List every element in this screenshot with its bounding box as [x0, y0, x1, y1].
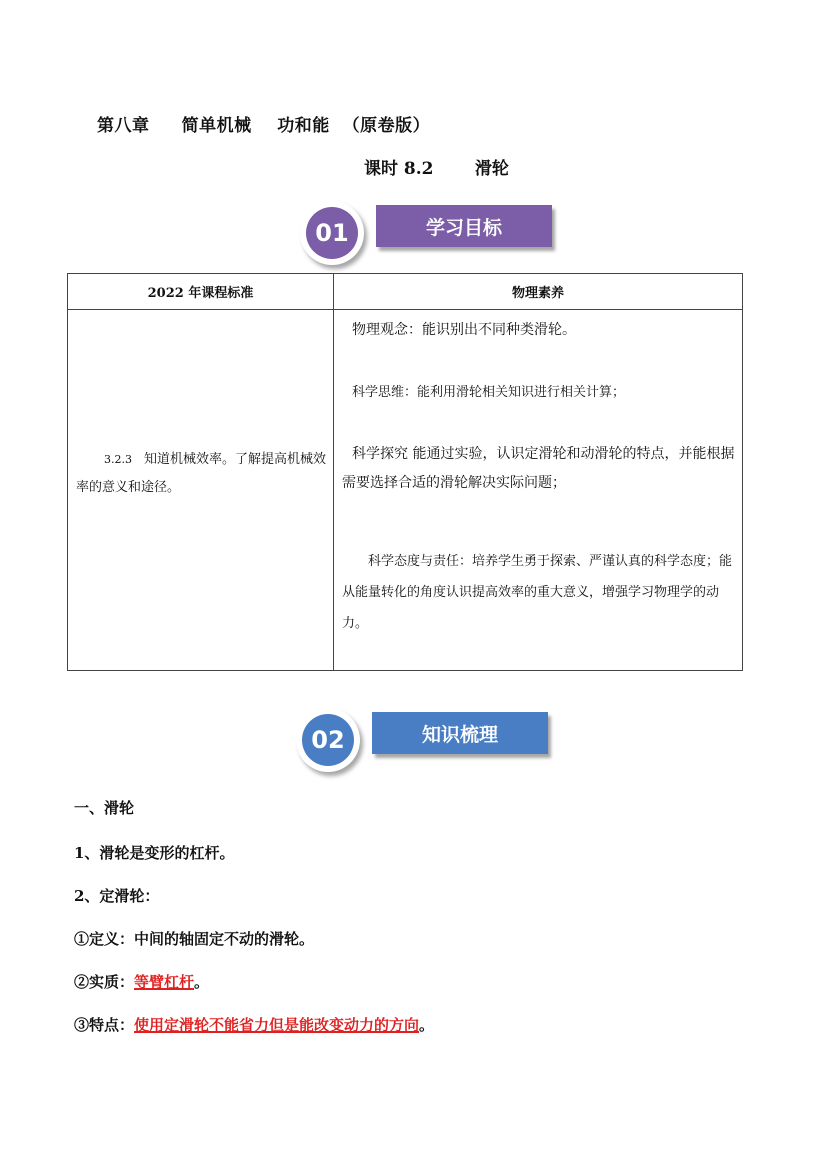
- lesson-title: 课时 8.2 滑轮: [364, 159, 509, 179]
- learning-goals-table: [67, 273, 743, 671]
- list-item: 1、滑轮是变形的杠杆。: [74, 844, 235, 862]
- literacy-thinking: 科学思维：能利用滑轮相关知识进行相关计算；: [352, 385, 626, 400]
- definition-line: ①定义：中间的轴固定不动的滑轮。: [74, 930, 315, 948]
- chapter-title: 第八章 简单机械 功和能 （原卷版）: [97, 116, 431, 136]
- table-header-row: [68, 274, 743, 310]
- feature-answer: 使用定滑轮不能省力但是能改变动力的方向: [134, 1016, 420, 1034]
- literacy-attitude: 科学态度与责任：培养学生勇于探索、严谨认真的科学态度；能从能量转化的角度认识提高效率的重大意义，增强学习物理学的动力。: [342, 554, 733, 631]
- banner-number: 01: [306, 207, 358, 259]
- feature-label: ③特点：: [74, 1016, 135, 1034]
- banner-label: 知识梳理: [372, 712, 548, 754]
- banner-number: 02: [302, 714, 354, 766]
- standard-cell: [68, 310, 334, 671]
- list-item: 2、定滑轮：: [74, 887, 160, 905]
- section-banner-goals: [300, 201, 560, 265]
- literacy-cell: [334, 310, 743, 671]
- feature-end: 。: [419, 1016, 435, 1034]
- feature-line: [74, 1014, 434, 1035]
- header-literacy: 物理素养: [334, 274, 743, 310]
- banner-number-badge: [300, 201, 364, 265]
- section-heading: 一、滑轮: [74, 799, 135, 817]
- table-row: [68, 310, 743, 671]
- header-standard: 2022 年课程标准: [68, 274, 334, 310]
- standard-code: 3.2.3: [104, 453, 132, 466]
- essence-line: [74, 971, 209, 992]
- essence-end: 。: [194, 973, 210, 991]
- literacy-concept: 物理观念：能识别出不同种类滑轮。: [352, 322, 576, 338]
- banner-number-badge: [296, 708, 360, 772]
- essence-answer: 等臂杠杆: [134, 973, 195, 991]
- banner-label: 学习目标: [376, 205, 552, 247]
- essence-label: ②实质：: [74, 973, 135, 991]
- standard-text-block: [76, 446, 327, 502]
- literacy-inquiry: 科学探究 能通过实验，认识定滑轮和动滑轮的特点，并能根据需要选择合适的滑轮解决实际问题；: [342, 446, 735, 491]
- section-banner-knowledge: [296, 708, 556, 772]
- standard-text: 知道机械效率。了解提高机械效率的意义和途径。: [76, 452, 327, 495]
